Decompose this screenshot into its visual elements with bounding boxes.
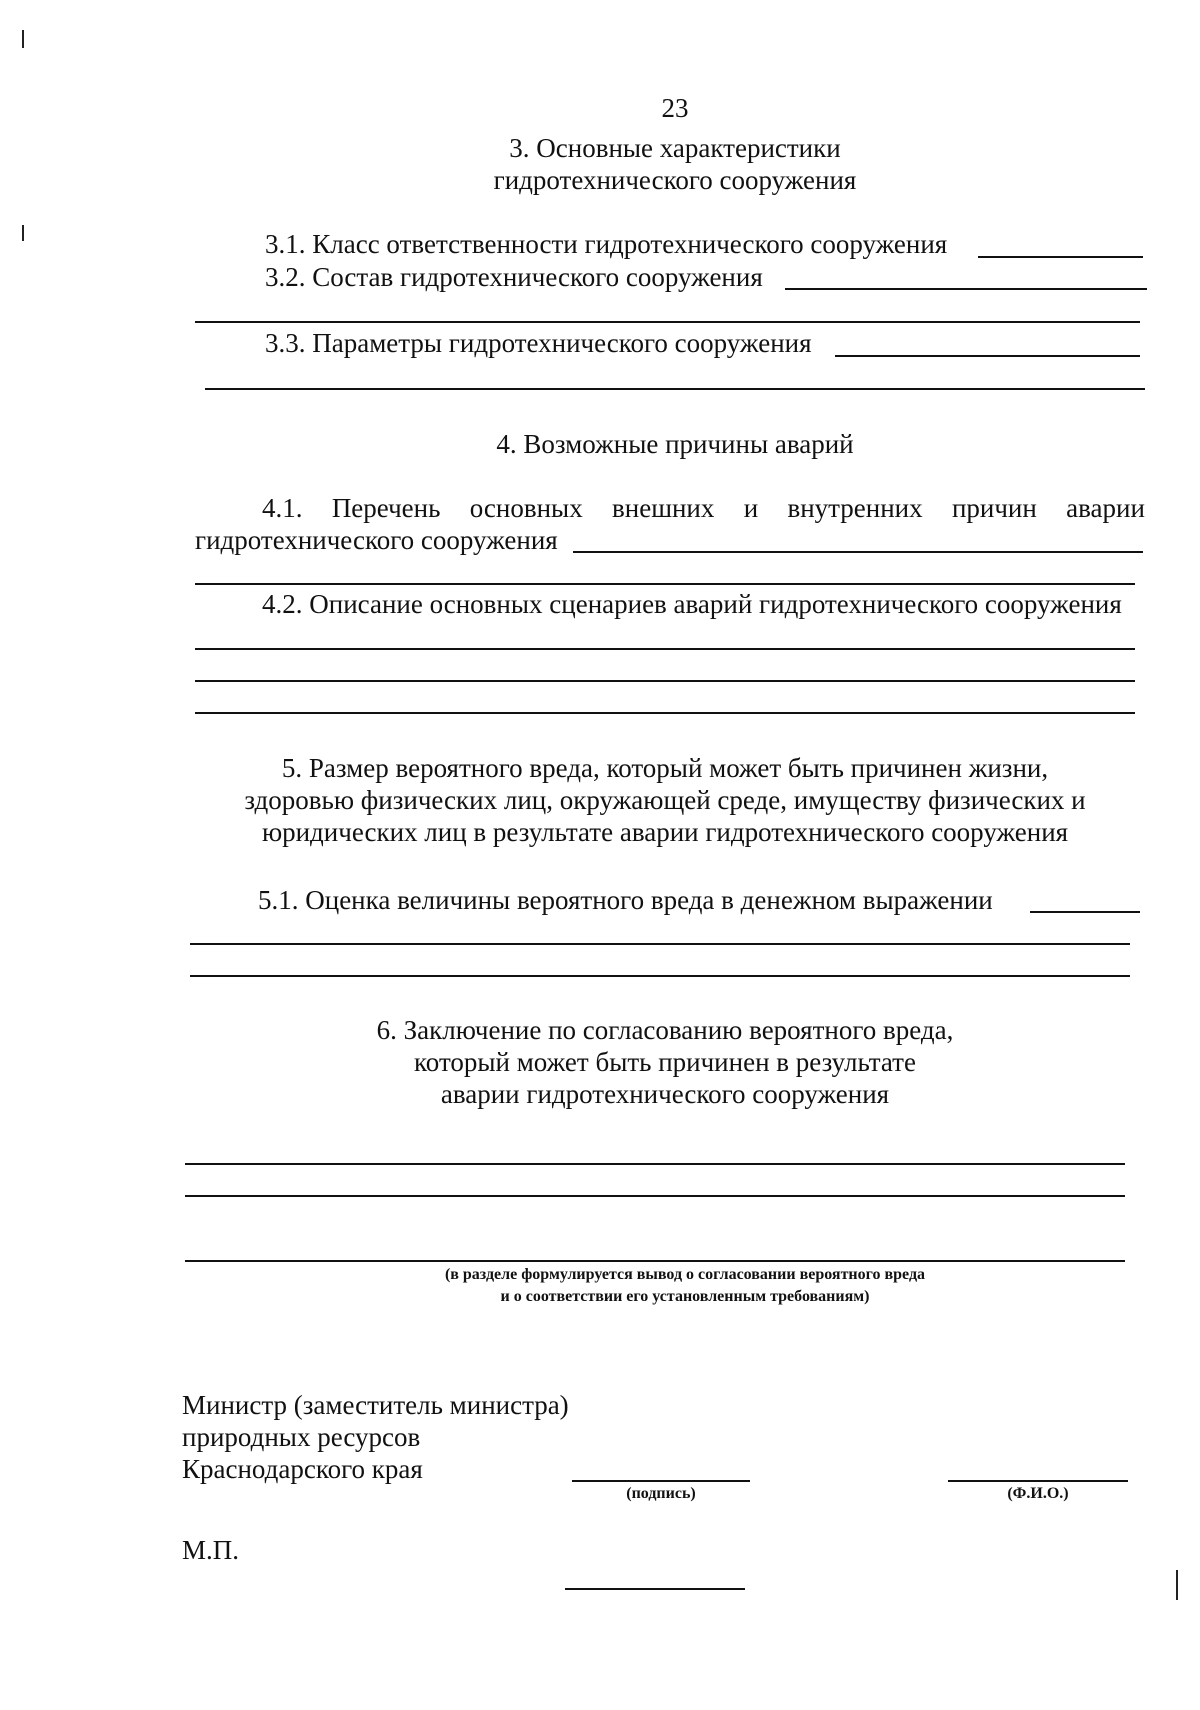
- item-4-2: 4.2. Описание основных сценариев аварий гидротехнического сооружения: [262, 589, 1122, 619]
- fill-line-6-b[interactable]: [185, 1195, 1125, 1197]
- name-line[interactable]: [948, 1480, 1128, 1482]
- fill-line-3-3[interactable]: [835, 355, 1140, 357]
- word: причин: [951, 493, 1037, 523]
- item-3-3: 3.3. Параметры гидротехнического сооружения: [265, 328, 812, 358]
- fill-line-4-1[interactable]: [573, 551, 1143, 553]
- word: Перечень: [331, 493, 441, 523]
- scan-mark-top-left: [22, 30, 24, 48]
- item-4-1-line2: гидротехнического сооружения: [195, 525, 558, 555]
- item-3-2: 3.2. Состав гидротехнического сооружения: [265, 262, 763, 292]
- section6-note-line1: (в разделе формулируется вывод о согласовании вероятного вреда: [444, 1266, 926, 1283]
- scan-mark-left: [22, 225, 24, 241]
- word: основных: [469, 493, 583, 523]
- item-5-1: 5.1. Оценка величины вероятного вреда в денежном выражении: [258, 885, 993, 915]
- section3-title-line2: гидротехнического сооружения: [493, 165, 857, 195]
- word: внешних: [612, 493, 715, 523]
- section5-title-line2: здоровью физических лиц, окружающей среде, имуществу физических и: [244, 785, 1086, 815]
- section6-title-line3: аварии гидротехнического сооружения: [440, 1079, 890, 1109]
- word: аварии: [1066, 493, 1145, 523]
- word: внутренних: [787, 493, 923, 523]
- section5-title-line3: юридических лиц в результате аварии гидротехнического сооружения: [261, 817, 1069, 847]
- fill-line-4-1-extra[interactable]: [195, 583, 1135, 585]
- signature-line[interactable]: [572, 1480, 750, 1482]
- fill-line-4-2-b[interactable]: [195, 680, 1135, 682]
- item-3-1: 3.1. Класс ответственности гидротехнического сооружения: [265, 229, 948, 259]
- word: и: [743, 493, 759, 523]
- scan-mark-bottom-right: [1176, 1570, 1178, 1600]
- fill-line-3-2-extra[interactable]: [195, 321, 1140, 323]
- word: 4.1.: [262, 493, 303, 523]
- fill-line-6-a[interactable]: [185, 1163, 1125, 1165]
- stamp-label: М.П.: [182, 1535, 240, 1565]
- signatory-position-line2: природных ресурсов: [182, 1422, 421, 1452]
- section6-title-line1: 6. Заключение по согласованию вероятного вреда,: [376, 1015, 954, 1045]
- section3-title-line1: 3. Основные характеристики: [509, 133, 841, 163]
- section6-note-line2: и о соответствии его установленным требованиям): [500, 1288, 870, 1305]
- fill-line-3-2[interactable]: [785, 288, 1147, 290]
- fill-line-6-c[interactable]: [185, 1260, 1125, 1262]
- fill-line-3-3-extra[interactable]: [205, 388, 1145, 390]
- page-number: 23: [661, 93, 689, 123]
- signature-caption: (подпись): [626, 1485, 696, 1502]
- fill-line-5-1-b[interactable]: [190, 975, 1130, 977]
- signatory-position-line1: Министр (заместитель министра): [182, 1390, 569, 1420]
- section4-title: 4. Возможные причины аварий: [496, 429, 854, 459]
- fill-line-5-1-a[interactable]: [190, 943, 1130, 945]
- fill-line-3-1[interactable]: [978, 256, 1143, 258]
- section5-title-line1: 5. Размер вероятного вреда, который может быть причинен жизни,: [281, 753, 1049, 783]
- fill-line-5-1[interactable]: [1030, 911, 1140, 913]
- fill-line-4-2-c[interactable]: [195, 712, 1135, 714]
- fill-line-4-2-a[interactable]: [195, 648, 1135, 650]
- stamp-line[interactable]: [565, 1588, 745, 1590]
- signatory-position-line3: Краснодарского края: [182, 1454, 423, 1484]
- name-caption: (Ф.И.О.): [1007, 1485, 1069, 1502]
- section6-title-line2: который может быть причинен в результате: [414, 1047, 916, 1077]
- item-4-1-line1: [262, 492, 1145, 524]
